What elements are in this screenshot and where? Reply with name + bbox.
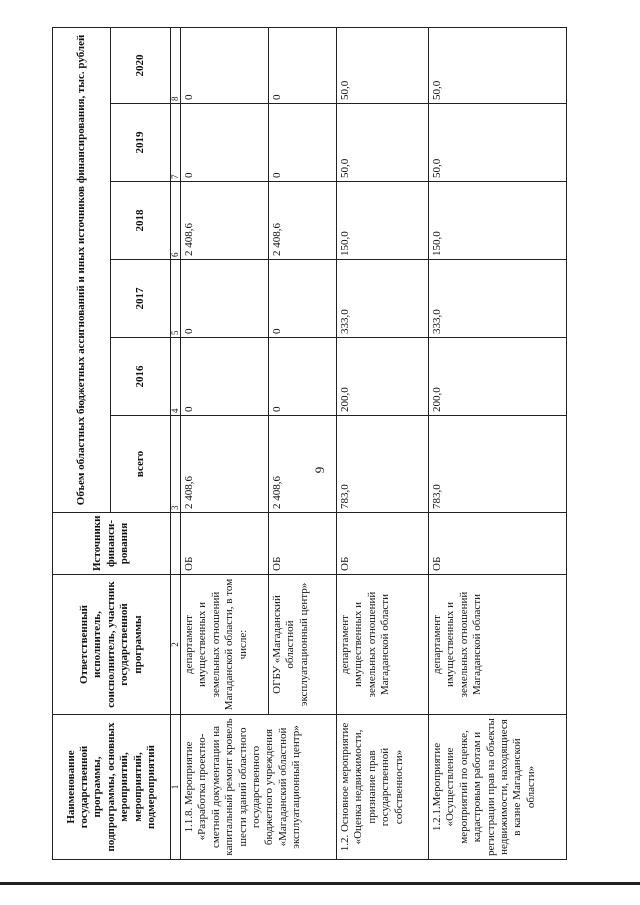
column-number-row: [171, 27, 181, 859]
header-volume: Объем областных бюджетных ассигнований и иных источников финансирования, тыс. рублей: [53, 27, 111, 512]
page-number: 9: [312, 466, 327, 474]
row-source: ОБ: [337, 513, 429, 575]
row-2018: 2 408,6: [269, 182, 337, 260]
table-row: [337, 27, 429, 859]
header-row-1: [53, 27, 111, 859]
col-num-2: 2: [171, 575, 181, 715]
row-2018: 150,0: [429, 182, 567, 260]
col-num-7: 7: [171, 104, 181, 182]
row-2016: 0: [181, 338, 269, 416]
row-2017: 0: [269, 260, 337, 338]
header-year-2018: 2018: [111, 182, 171, 260]
header-year-2016: 2016: [111, 338, 171, 416]
row-2016: 200,0: [337, 338, 429, 416]
row-name: 1.2. Основное мероприятие «Оценка недвижимости, признание прав государственной собственности»: [337, 715, 429, 860]
row-2019: 50,0: [337, 104, 429, 182]
col-num-4: 4: [171, 338, 181, 416]
table-row: [429, 27, 567, 859]
row-2017: 0: [181, 260, 269, 338]
header-responsible: Ответственный исполнитель, соисполнитель, участник государственной программы: [53, 575, 171, 715]
row-source: ОБ: [181, 513, 269, 575]
col-num-1: 1: [171, 715, 181, 860]
row-total: 783,0: [429, 416, 567, 513]
row-2019: 0: [181, 104, 269, 182]
col-num-5: 5: [171, 260, 181, 338]
header-year-2019: 2019: [111, 104, 171, 182]
header-year-2020: 2020: [111, 27, 171, 103]
row-2016: 200,0: [429, 338, 567, 416]
row-total: 2 408,6: [181, 416, 269, 513]
row-2017: 333,0: [337, 260, 429, 338]
header-source: Источники финанси-рования: [53, 513, 171, 575]
header-total: всего: [111, 416, 171, 513]
row-2016: 0: [269, 338, 337, 416]
row-responsible: ОГБУ «Магаданский областной эксплуатационный центр»: [269, 575, 337, 715]
row-2017: 333,0: [429, 260, 567, 338]
row-responsible: департамент имущественных и земельных отношений Магаданской области, в том числе:: [181, 575, 269, 715]
col-num-6: 6: [171, 182, 181, 260]
row-responsible: департамент имущественных и земельных отношений Магаданской области: [429, 575, 567, 715]
row-2019: 50,0: [429, 104, 567, 182]
row-2018: 2 408,6: [181, 182, 269, 260]
header-year-2017: 2017: [111, 260, 171, 338]
row-2018: 150,0: [337, 182, 429, 260]
row-total: 783,0: [337, 416, 429, 513]
row-name: 1.1.8. Мероприятие «Разработка проектно-сметной документации на капитальный ремонт кровель шести зданий областного государственного бюджетного учреждения «Магаданский областной эксплуатационный центр»: [181, 715, 337, 860]
row-name: 1.2.1.Мероприятие «Осуществление мероприятий по оценке, кадастровым работам и регистрации прав на объекты недвижимости, находящиеся в казне Магаданской области»: [429, 715, 567, 860]
table-row: [181, 27, 269, 859]
col-num-3: 3: [171, 416, 181, 513]
rotated-table-wrapper: [52, 28, 567, 860]
funding-table: [52, 27, 567, 860]
row-2020: 50,0: [337, 27, 429, 103]
row-2020: 0: [269, 27, 337, 103]
row-source: ОБ: [269, 513, 337, 575]
col-num-8: 8: [171, 27, 181, 103]
row-2020: 50,0: [429, 27, 567, 103]
bottom-rule: [0, 882, 640, 885]
row-source: ОБ: [429, 513, 567, 575]
row-2019: 0: [269, 104, 337, 182]
row-responsible: департамент имущественных и земельных отношений Магаданской области: [337, 575, 429, 715]
col-num-source: [171, 513, 181, 575]
row-2020: 0: [181, 27, 269, 103]
header-name: Наименование государственной программы, подпрограммы, основных мероприятий, мероприятий, подмероприятий: [53, 715, 171, 860]
row-total: 2 408,6: [269, 416, 337, 513]
